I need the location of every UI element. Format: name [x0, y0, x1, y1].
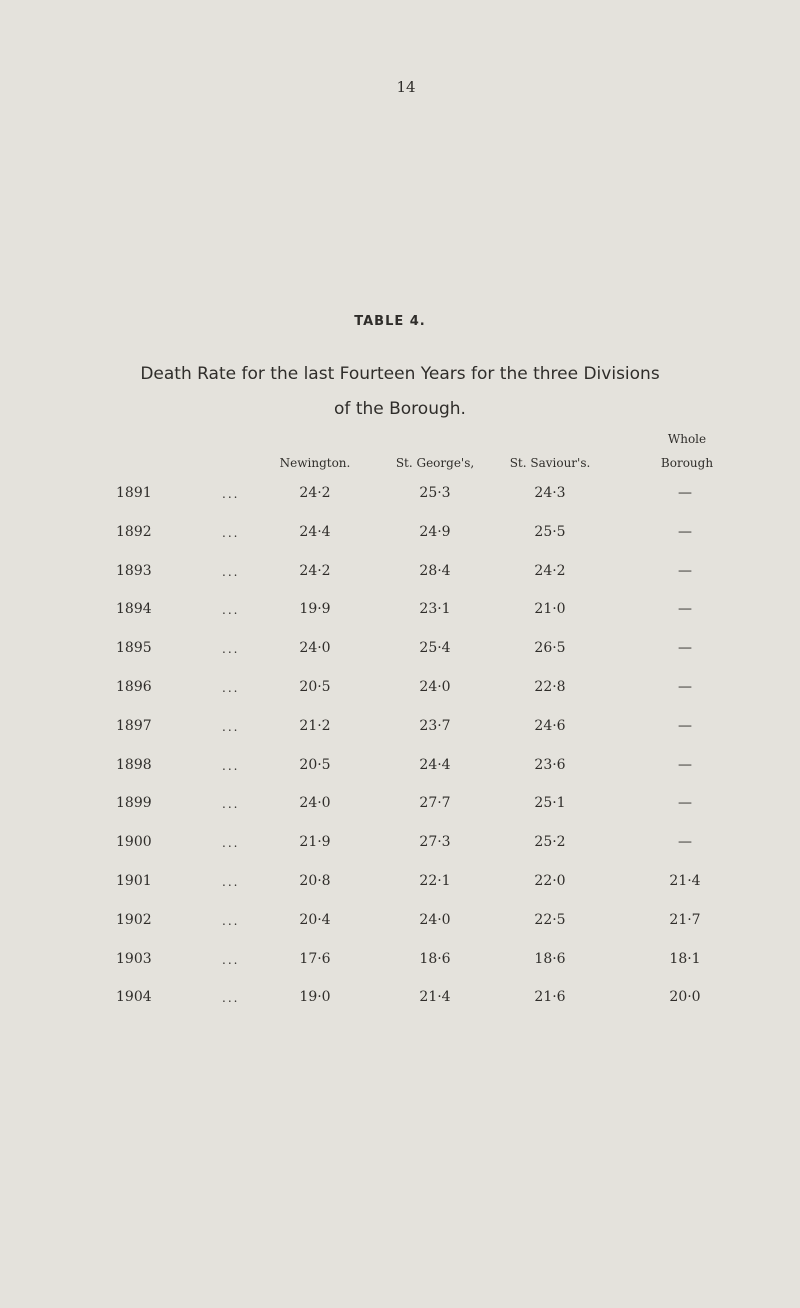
whole-borough-value: — [678, 718, 692, 734]
leader-dots: ... [222, 914, 240, 928]
newington-value: 20·5 [299, 679, 331, 695]
st-georges-value: 25·3 [419, 485, 451, 501]
st-georges-value: 22·1 [419, 873, 451, 889]
newington-value: 20·4 [299, 912, 331, 928]
leader-dots: ... [222, 991, 240, 1005]
year-cell: 1895 [116, 640, 152, 656]
st-saviours-value: 24·6 [534, 718, 566, 734]
whole-borough-value: — [678, 679, 692, 695]
whole-borough-value: — [678, 485, 692, 501]
column-header-st-georges: St. George's, [395, 456, 475, 470]
newington-value: 24·2 [299, 485, 331, 501]
newington-value: 21·9 [299, 834, 331, 850]
whole-borough-value: — [678, 795, 692, 811]
table-row [0, 718, 800, 740]
st-georges-value: 23·7 [419, 718, 451, 734]
leader-dots: ... [222, 953, 240, 967]
newington-value: 24·4 [299, 524, 331, 540]
leader-dots: ... [222, 603, 240, 617]
newington-value: 20·8 [299, 873, 331, 889]
st-saviours-value: 22·5 [534, 912, 566, 928]
whole-borough-value: 20·0 [669, 989, 701, 1005]
whole-borough-value: 18·1 [669, 951, 701, 967]
st-saviours-value: 21·6 [534, 989, 566, 1005]
whole-borough-value: — [678, 563, 692, 579]
newington-value: 17·6 [299, 951, 331, 967]
st-saviours-value: 23·6 [534, 757, 566, 773]
st-georges-value: 28·4 [419, 563, 451, 579]
table-row [0, 485, 800, 507]
column-header-st-saviours: St. Saviour's. [509, 456, 591, 470]
st-georges-value: 23·1 [419, 601, 451, 617]
whole-borough-value: — [678, 640, 692, 656]
whole-borough-value: 21·4 [669, 873, 701, 889]
whole-borough-value: — [678, 834, 692, 850]
table-row [0, 524, 800, 546]
table-row [0, 951, 800, 973]
column-header-newington: Newington. [279, 456, 351, 470]
st-saviours-value: 24·2 [534, 563, 566, 579]
table-row [0, 989, 800, 1011]
leader-dots: ... [222, 642, 240, 656]
table-row [0, 912, 800, 934]
table-title-line-1: Death Rate for the last Fourteen Years for the three Divisions [140, 364, 660, 384]
table-row [0, 679, 800, 701]
year-cell: 1900 [116, 834, 152, 850]
st-saviours-value: 25·2 [534, 834, 566, 850]
whole-borough-value: — [678, 757, 692, 773]
year-cell: 1899 [116, 795, 152, 811]
column-header-whole-borough-line-1: Whole [667, 432, 707, 446]
leader-dots: ... [222, 720, 240, 734]
leader-dots: ... [222, 526, 240, 540]
newington-value: 20·5 [299, 757, 331, 773]
table-row [0, 757, 800, 779]
st-georges-value: 25·4 [419, 640, 451, 656]
year-cell: 1901 [116, 873, 152, 889]
leader-dots: ... [222, 759, 240, 773]
table-row [0, 834, 800, 856]
st-saviours-value: 21·0 [534, 601, 566, 617]
st-georges-value: 18·6 [419, 951, 451, 967]
page-number: 14 [396, 78, 416, 96]
newington-value: 19·0 [299, 989, 331, 1005]
whole-borough-value: — [678, 601, 692, 617]
st-georges-value: 27·3 [419, 834, 451, 850]
st-saviours-value: 26·5 [534, 640, 566, 656]
st-georges-value: 24·4 [419, 757, 451, 773]
st-saviours-value: 24·3 [534, 485, 566, 501]
year-cell: 1898 [116, 757, 152, 773]
table-row [0, 795, 800, 817]
leader-dots: ... [222, 487, 240, 501]
whole-borough-value: 21·7 [669, 912, 701, 928]
newington-value: 21·2 [299, 718, 331, 734]
st-georges-value: 21·4 [419, 989, 451, 1005]
st-saviours-value: 25·5 [534, 524, 566, 540]
st-saviours-value: 25·1 [534, 795, 566, 811]
table-title-line-2: of the Borough. [334, 399, 466, 419]
st-georges-value: 24·9 [419, 524, 451, 540]
whole-borough-value: — [678, 524, 692, 540]
year-cell: 1896 [116, 679, 152, 695]
st-saviours-value: 18·6 [534, 951, 566, 967]
year-cell: 1893 [116, 563, 152, 579]
year-cell: 1894 [116, 601, 152, 617]
leader-dots: ... [222, 836, 240, 850]
table-row [0, 873, 800, 895]
newington-value: 24·0 [299, 640, 331, 656]
st-georges-value: 24·0 [419, 679, 451, 695]
table-row [0, 601, 800, 623]
st-georges-value: 27·7 [419, 795, 451, 811]
st-saviours-value: 22·0 [534, 873, 566, 889]
year-cell: 1904 [116, 989, 152, 1005]
newington-value: 19·9 [299, 601, 331, 617]
leader-dots: ... [222, 797, 240, 811]
year-cell: 1903 [116, 951, 152, 967]
year-cell: 1897 [116, 718, 152, 734]
st-saviours-value: 22·8 [534, 679, 566, 695]
table-row [0, 563, 800, 585]
table-row [0, 640, 800, 662]
leader-dots: ... [222, 565, 240, 579]
column-header-whole-borough-line-2: Borough [660, 456, 714, 470]
year-cell: 1891 [116, 485, 152, 501]
newington-value: 24·0 [299, 795, 331, 811]
leader-dots: ... [222, 681, 240, 695]
leader-dots: ... [222, 875, 240, 889]
table-label: TABLE 4. [354, 314, 426, 329]
year-cell: 1902 [116, 912, 152, 928]
newington-value: 24·2 [299, 563, 331, 579]
year-cell: 1892 [116, 524, 152, 540]
st-georges-value: 24·0 [419, 912, 451, 928]
